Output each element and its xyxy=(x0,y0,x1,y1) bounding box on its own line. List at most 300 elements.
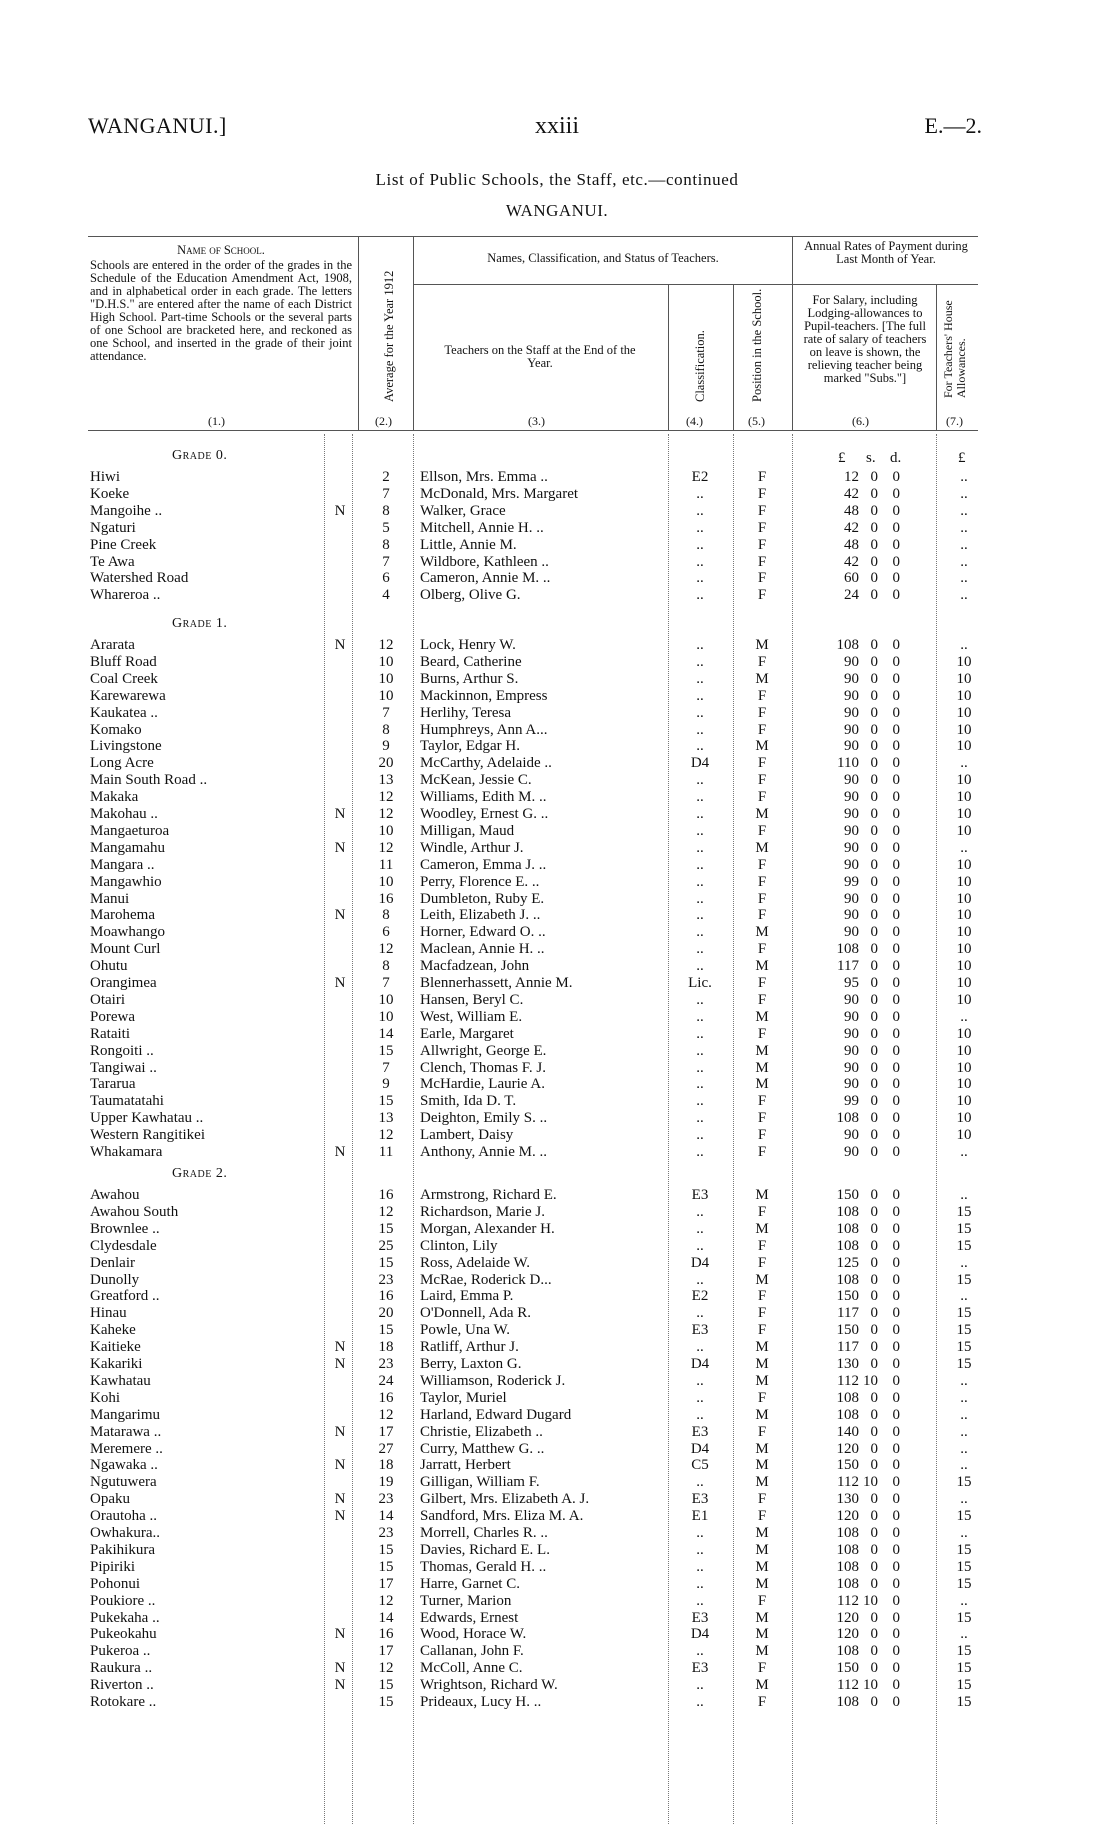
teacher-name: Powle, Una W. xyxy=(420,1322,510,1339)
salary-pounds: 60 xyxy=(844,570,859,587)
position: F xyxy=(757,789,767,806)
position: F xyxy=(757,502,767,519)
average-attendance: 16 xyxy=(378,890,394,907)
salary-pence: 0 xyxy=(892,1440,900,1457)
house-allowance: 10 xyxy=(956,1059,972,1076)
position: F xyxy=(757,1110,767,1127)
school-name: Ngutuwera xyxy=(90,1474,157,1491)
average-attendance: 7 xyxy=(382,1059,390,1076)
teacher-name: Horner, Edward O. .. xyxy=(420,924,546,941)
teacher-name: Clinton, Lily xyxy=(420,1237,498,1254)
header-bottom-rule xyxy=(88,430,978,431)
table-row xyxy=(0,958,1114,975)
school-name: Coal Creek xyxy=(90,670,158,687)
position: F xyxy=(757,469,767,485)
divider-4 xyxy=(733,284,734,430)
salary-shillings: 0 xyxy=(870,1643,878,1660)
classification: .. xyxy=(696,924,704,941)
average-attendance: 15 xyxy=(378,1042,394,1059)
teacher-name: McColl, Anne C. xyxy=(420,1660,523,1677)
table-top-rule xyxy=(88,236,978,237)
school-name: Manui xyxy=(90,890,130,907)
average-attendance: 24 xyxy=(378,1372,394,1389)
classification: .. xyxy=(696,1042,704,1059)
house-allowance: 10 xyxy=(956,1042,972,1059)
salary-shillings: 0 xyxy=(870,1609,878,1626)
house-allowance: .. xyxy=(960,1423,968,1440)
classification: .. xyxy=(696,1144,704,1160)
position: F xyxy=(757,1508,767,1525)
col-number-7: (7.) xyxy=(946,414,963,428)
payment-heading: Annual Rates of Payment during Last Month of Year. xyxy=(804,239,968,266)
salary-pounds: 120 xyxy=(836,1626,859,1643)
classification: E1 xyxy=(691,1508,709,1525)
position: M xyxy=(755,738,769,755)
salary-pence: 0 xyxy=(892,822,900,839)
house-allowance: 15 xyxy=(956,1609,972,1626)
salary-shillings: 0 xyxy=(870,738,878,755)
table-row xyxy=(0,891,1114,908)
school-name: Ohutu xyxy=(90,958,128,975)
classification: .. xyxy=(696,1220,704,1237)
salary-shillings: 0 xyxy=(870,806,878,822)
dhs-mark: N xyxy=(334,1677,346,1694)
teacher-name: Cameron, Annie M. .. xyxy=(420,570,551,587)
classification-heading: Classification. xyxy=(693,330,707,402)
average-attendance: 8 xyxy=(382,907,390,924)
teacher-name: Earle, Margaret xyxy=(420,1025,514,1042)
house-allowance: 10 xyxy=(956,822,972,839)
salary-shillings: 0 xyxy=(870,789,878,806)
salary-pounds: 108 xyxy=(836,1406,859,1423)
position: M xyxy=(755,1406,769,1423)
position: M xyxy=(755,1076,769,1093)
salary-pence: 0 xyxy=(892,1592,900,1609)
salary-shillings: 0 xyxy=(870,553,878,570)
position: M xyxy=(755,1059,769,1076)
school-name: Western Rangitikei xyxy=(90,1127,206,1144)
header-left: WANGANUI.] xyxy=(88,113,227,138)
salary-pounds: 117 xyxy=(837,958,859,975)
salary-pounds: 120 xyxy=(836,1508,859,1525)
house-allowance: 10 xyxy=(956,1127,972,1144)
salary-pence: 0 xyxy=(892,1144,900,1160)
salary-shillings: 0 xyxy=(870,1144,878,1160)
table-row xyxy=(0,1525,1114,1542)
house-allowance: 15 xyxy=(956,1322,972,1339)
teacher-name: Wood, Horace W. xyxy=(420,1626,527,1643)
position: M xyxy=(755,1042,769,1059)
dhs-mark: N xyxy=(334,1660,346,1677)
classification: .. xyxy=(696,1643,704,1660)
average-attendance: 12 xyxy=(378,1203,394,1220)
salary-heading: For Salary, including Lodging-allowances to Pupil-teachers. [The full rate of salary of teachers on leave is shown, the relieving teacher being marked "Subs."] xyxy=(803,293,927,385)
name-notes: Schools are entered in the order of the grades in the Schedule of the Education Amendment Act, 1908, and in alphabetical order in each grade. The letters "D.H.S." are entered after the name of each District High School. Part-time Schools or the several parts of one School are bracketed here, and reckoned as one School, and inserted in the grade of their joint attendance. xyxy=(90,258,352,363)
house-allowance: 15 xyxy=(956,1237,972,1254)
salary-pence: 0 xyxy=(892,1127,900,1144)
table-row xyxy=(0,469,1114,486)
salary-pence: 0 xyxy=(892,1677,900,1694)
school-name: Bluff Road xyxy=(90,653,157,670)
dhs-mark: N xyxy=(334,1491,346,1508)
teacher-name: McCarthy, Adelaide .. xyxy=(420,755,552,772)
table-row xyxy=(0,1424,1114,1441)
salary-pounds: 112 xyxy=(837,1592,859,1609)
classification: .. xyxy=(696,1592,704,1609)
classification: E3 xyxy=(691,1660,709,1677)
house-allowance: 10 xyxy=(956,704,972,721)
salary-pounds: 90 xyxy=(844,822,859,839)
classification: .. xyxy=(696,991,704,1008)
house-allowance: 10 xyxy=(956,687,972,704)
table-row xyxy=(0,755,1114,772)
average-attendance: 12 xyxy=(378,941,394,958)
teacher-name: Harre, Garnet C. xyxy=(420,1575,520,1592)
salary-shillings: 0 xyxy=(870,1660,878,1677)
teacher-name: Perry, Florence E. .. xyxy=(420,873,540,890)
teacher-name: Richardson, Marie J. xyxy=(420,1203,545,1220)
average-attendance: 15 xyxy=(378,1093,394,1110)
house-allowance: 10 xyxy=(956,991,972,1008)
classification: E2 xyxy=(691,469,709,485)
average-attendance: 16 xyxy=(378,1626,394,1643)
teacher-name: Christie, Elizabeth .. xyxy=(420,1423,543,1440)
salary-shillings: 0 xyxy=(870,502,878,519)
position: M xyxy=(755,670,769,687)
salary-pounds: 90 xyxy=(844,1144,859,1160)
table-row xyxy=(0,486,1114,503)
classification: .. xyxy=(696,1305,704,1322)
school-name: Pukeroa .. xyxy=(90,1643,151,1660)
salary-pence: 0 xyxy=(892,1237,900,1254)
col-number-2: (2.) xyxy=(375,414,392,428)
teacher-name: Taylor, Muriel xyxy=(420,1389,507,1406)
house-allowance: .. xyxy=(960,536,968,553)
salary-pence: 0 xyxy=(892,1254,900,1271)
salary-pounds: 108 xyxy=(836,1203,859,1220)
position: F xyxy=(757,822,767,839)
salary-shillings: 0 xyxy=(870,1093,878,1110)
teacher-name: Herlihy, Teresa xyxy=(420,704,511,721)
house-allowance: 10 xyxy=(956,890,972,907)
average-attendance: 17 xyxy=(378,1643,394,1660)
position: M xyxy=(755,1008,769,1025)
house-allowance: 15 xyxy=(956,1643,972,1660)
salary-shillings: 0 xyxy=(870,1508,878,1525)
salary-shillings: 0 xyxy=(870,856,878,873)
classification: .. xyxy=(696,704,704,721)
average-attendance: 23 xyxy=(378,1271,394,1288)
classification: .. xyxy=(696,907,704,924)
house-allowance: .. xyxy=(960,1406,968,1423)
classification: .. xyxy=(696,1203,704,1220)
school-name: Main South Road .. xyxy=(90,772,208,789)
position: M xyxy=(755,1220,769,1237)
school-name: Mangoihe .. xyxy=(90,502,163,519)
school-name: Mangara .. xyxy=(90,856,155,873)
table-row xyxy=(0,857,1114,874)
table-row xyxy=(0,924,1114,941)
salary-pence: 0 xyxy=(892,890,900,907)
page-subtitle: WANGANUI. xyxy=(505,201,609,220)
position: M xyxy=(755,1677,769,1694)
salary-pounds: 90 xyxy=(844,806,859,822)
table-row xyxy=(0,671,1114,688)
average-attendance: 12 xyxy=(378,789,394,806)
table-row xyxy=(0,1187,1114,1204)
salary-shillings: 0 xyxy=(870,653,878,670)
salary-pounds: 24 xyxy=(844,587,859,604)
salary-shillings: 0 xyxy=(870,772,878,789)
house-allowance: .. xyxy=(960,839,968,856)
salary-pounds: 140 xyxy=(836,1423,859,1440)
table-row xyxy=(0,1373,1114,1390)
position: M xyxy=(755,924,769,941)
classification: .. xyxy=(696,637,704,653)
teacher-name: Davies, Richard E. L. xyxy=(420,1541,550,1558)
salary-pounds: 90 xyxy=(844,687,859,704)
divider-2 xyxy=(413,236,414,430)
school-name: Komako xyxy=(90,721,142,738)
classification: .. xyxy=(696,687,704,704)
classification: .. xyxy=(696,1271,704,1288)
salary-pounds: 108 xyxy=(836,637,859,653)
salary-pounds: 90 xyxy=(844,1076,859,1093)
school-name: Kaitieke xyxy=(90,1339,141,1356)
house-allowance: 15 xyxy=(956,1541,972,1558)
salary-pounds: 130 xyxy=(836,1356,859,1372)
table-row xyxy=(0,1542,1114,1559)
school-name: Kaukatea .. xyxy=(90,704,158,721)
table-row xyxy=(0,1093,1114,1110)
classification: Lic. xyxy=(688,975,712,991)
table-row xyxy=(0,722,1114,739)
position: F xyxy=(757,1203,767,1220)
table-row xyxy=(0,941,1114,958)
salary-pounds: 108 xyxy=(836,1389,859,1406)
table-row xyxy=(0,1491,1114,1508)
school-name: Whakamara xyxy=(90,1144,163,1160)
teachers-staff-heading: Teachers on the Staff at the End of the Year. xyxy=(444,343,636,370)
salary-pence: 0 xyxy=(892,1643,900,1660)
table-row xyxy=(0,1643,1114,1660)
classification: E3 xyxy=(691,1491,709,1508)
school-name: Ngawaka .. xyxy=(90,1457,158,1474)
salary-pence: 0 xyxy=(892,1474,900,1491)
table-row xyxy=(0,688,1114,705)
salary-shillings: 10 xyxy=(863,1592,878,1609)
average-attendance: 7 xyxy=(382,975,390,991)
position: M xyxy=(755,1558,769,1575)
salary-pounds: 90 xyxy=(844,670,859,687)
position: F xyxy=(757,553,767,570)
classification: .. xyxy=(696,1127,704,1144)
house-allowance: .. xyxy=(960,637,968,653)
average-attendance: 8 xyxy=(382,536,390,553)
salary-shillings: 0 xyxy=(870,1389,878,1406)
school-name: Mangaeturoa xyxy=(90,822,170,839)
average-attendance: 10 xyxy=(378,1008,394,1025)
salary-pence: 0 xyxy=(892,1491,900,1508)
average-attendance: 13 xyxy=(378,772,394,789)
classification: E3 xyxy=(691,1609,709,1626)
dhs-mark: N xyxy=(334,907,346,924)
salary-pence: 0 xyxy=(892,789,900,806)
salary-pounds: 120 xyxy=(836,1440,859,1457)
house-allowance: 15 xyxy=(956,1694,972,1710)
average-attendance: 10 xyxy=(378,687,394,704)
position: M xyxy=(755,1626,769,1643)
average-attendance: 12 xyxy=(378,1406,394,1423)
house-allowance: 15 xyxy=(956,1575,972,1592)
salary-pounds: 108 xyxy=(836,1643,859,1660)
salary-pounds: 90 xyxy=(844,1008,859,1025)
house-allowance: .. xyxy=(960,485,968,502)
col-number-6: (6.) xyxy=(852,414,869,428)
position: F xyxy=(757,1660,767,1677)
table-row xyxy=(0,992,1114,1009)
school-name: Rotokare .. xyxy=(90,1694,157,1710)
classification: .. xyxy=(696,958,704,975)
salary-pence: 0 xyxy=(892,553,900,570)
dhs-mark: N xyxy=(334,1144,346,1160)
salary-shillings: 0 xyxy=(870,907,878,924)
position: F xyxy=(757,1237,767,1254)
teacher-name: McKean, Jessie C. xyxy=(420,772,532,789)
teacher-name: Wrightson, Richard W. xyxy=(420,1677,558,1694)
classification: D4 xyxy=(690,1440,710,1457)
salary-pence: 0 xyxy=(892,1042,900,1059)
salary-pounds: 117 xyxy=(837,1305,859,1322)
table-row xyxy=(0,840,1114,857)
salary-shillings: 0 xyxy=(870,1076,878,1093)
average-attendance: 25 xyxy=(378,1237,394,1254)
salary-shillings: 0 xyxy=(870,1356,878,1372)
average-attendance: 27 xyxy=(378,1440,394,1457)
table-row xyxy=(0,520,1114,537)
salary-shillings: 0 xyxy=(870,1271,878,1288)
average-attendance: 6 xyxy=(382,570,390,587)
table-row xyxy=(0,537,1114,554)
classification: .. xyxy=(696,553,704,570)
position: M xyxy=(755,1339,769,1356)
salary-pounds: 48 xyxy=(844,536,859,553)
dhs-mark: N xyxy=(334,806,346,822)
table-row xyxy=(0,772,1114,789)
teacher-name: Mitchell, Annie H. .. xyxy=(420,519,544,536)
school-name: Ararata xyxy=(90,637,135,653)
salary-shillings: 0 xyxy=(870,1042,878,1059)
salary-pence: 0 xyxy=(892,1541,900,1558)
page-number: xxiii xyxy=(534,113,579,139)
salary-pence: 0 xyxy=(892,1660,900,1677)
classification: .. xyxy=(696,1694,704,1710)
school-name: Wharerоa .. xyxy=(90,587,161,604)
teacher-name: Callanan, John F. xyxy=(420,1643,524,1660)
classification: .. xyxy=(696,1372,704,1389)
salary-pence: 0 xyxy=(892,721,900,738)
position: F xyxy=(757,519,767,536)
table-row xyxy=(0,1356,1114,1373)
house-allowance: .. xyxy=(960,1008,968,1025)
house-allowance: 10 xyxy=(956,738,972,755)
house-allowance: 10 xyxy=(956,1110,972,1127)
position: M xyxy=(755,1541,769,1558)
house-allowance: .. xyxy=(960,1254,968,1271)
house-allowance: 15 xyxy=(956,1474,972,1491)
position: M xyxy=(755,806,769,822)
house-allowance: .. xyxy=(960,1626,968,1643)
house-allowance: .. xyxy=(960,570,968,587)
salary-pence: 0 xyxy=(892,704,900,721)
teacher-name: Lock, Henry W. xyxy=(420,637,516,653)
average-attendance: 8 xyxy=(382,958,390,975)
house-allowance: .. xyxy=(960,1491,968,1508)
teacher-name: O'Donnell, Ada R. xyxy=(420,1305,532,1322)
teacher-name: Williamson, Roderick J. xyxy=(420,1372,566,1389)
payment-subrule xyxy=(793,284,978,285)
col-number-1: (1.) xyxy=(208,414,225,428)
average-attendance: 15 xyxy=(378,1694,394,1710)
teacher-name: Walker, Grace xyxy=(420,502,506,519)
house-allowance: 10 xyxy=(956,1093,972,1110)
salary-shillings: 0 xyxy=(870,687,878,704)
salary-shillings: 0 xyxy=(870,1059,878,1076)
teacher-name: Ratliff, Arthur J. xyxy=(420,1339,519,1356)
teacher-name: Woodley, Ernest G. .. xyxy=(420,806,549,822)
house-allowance: 10 xyxy=(956,789,972,806)
teacher-name: Sandford, Mrs. Eliza M. A. xyxy=(420,1508,584,1525)
salary-pounds: 99 xyxy=(844,873,859,890)
table-row xyxy=(0,1204,1114,1221)
classification: E3 xyxy=(691,1187,709,1203)
name-heading: Name of School. xyxy=(177,243,265,257)
salary-pence: 0 xyxy=(892,1508,900,1525)
classification: .. xyxy=(696,839,704,856)
table-row xyxy=(0,1610,1114,1627)
salary-pounds: 90 xyxy=(844,856,859,873)
teacher-name: West, William E. xyxy=(420,1008,523,1025)
school-name: Orautoha .. xyxy=(90,1508,158,1525)
allowance-heading: For Teachers' House Allowances. xyxy=(941,300,968,398)
average-attendance: 11 xyxy=(378,856,394,873)
salary-shillings: 0 xyxy=(870,1558,878,1575)
salary-pounds: 150 xyxy=(836,1457,859,1474)
position: F xyxy=(757,1592,767,1609)
salary-pence: 0 xyxy=(892,587,900,604)
average-attendance: 9 xyxy=(382,1076,390,1093)
house-allowance: 10 xyxy=(956,924,972,941)
classification: C5 xyxy=(691,1457,709,1474)
table-row xyxy=(0,789,1114,806)
table-row xyxy=(0,1060,1114,1077)
salary-shillings: 0 xyxy=(870,924,878,941)
average-attendance: 7 xyxy=(382,704,390,721)
average-attendance: 23 xyxy=(378,1525,394,1541)
average-attendance: 2 xyxy=(382,469,390,485)
teacher-name: Mackinnon, Empress xyxy=(420,687,548,704)
salary-pounds: 110 xyxy=(837,755,859,772)
salary-pence: 0 xyxy=(892,653,900,670)
salary-shillings: 0 xyxy=(870,1305,878,1322)
table-row xyxy=(0,587,1114,604)
salary-pence: 0 xyxy=(892,1288,900,1305)
school-name: Raukura .. xyxy=(90,1660,153,1677)
average-attendance: 18 xyxy=(378,1339,394,1356)
house-allowance: .. xyxy=(960,1440,968,1457)
average-attendance: 11 xyxy=(378,1144,394,1160)
house-allowance: 10 xyxy=(956,856,972,873)
